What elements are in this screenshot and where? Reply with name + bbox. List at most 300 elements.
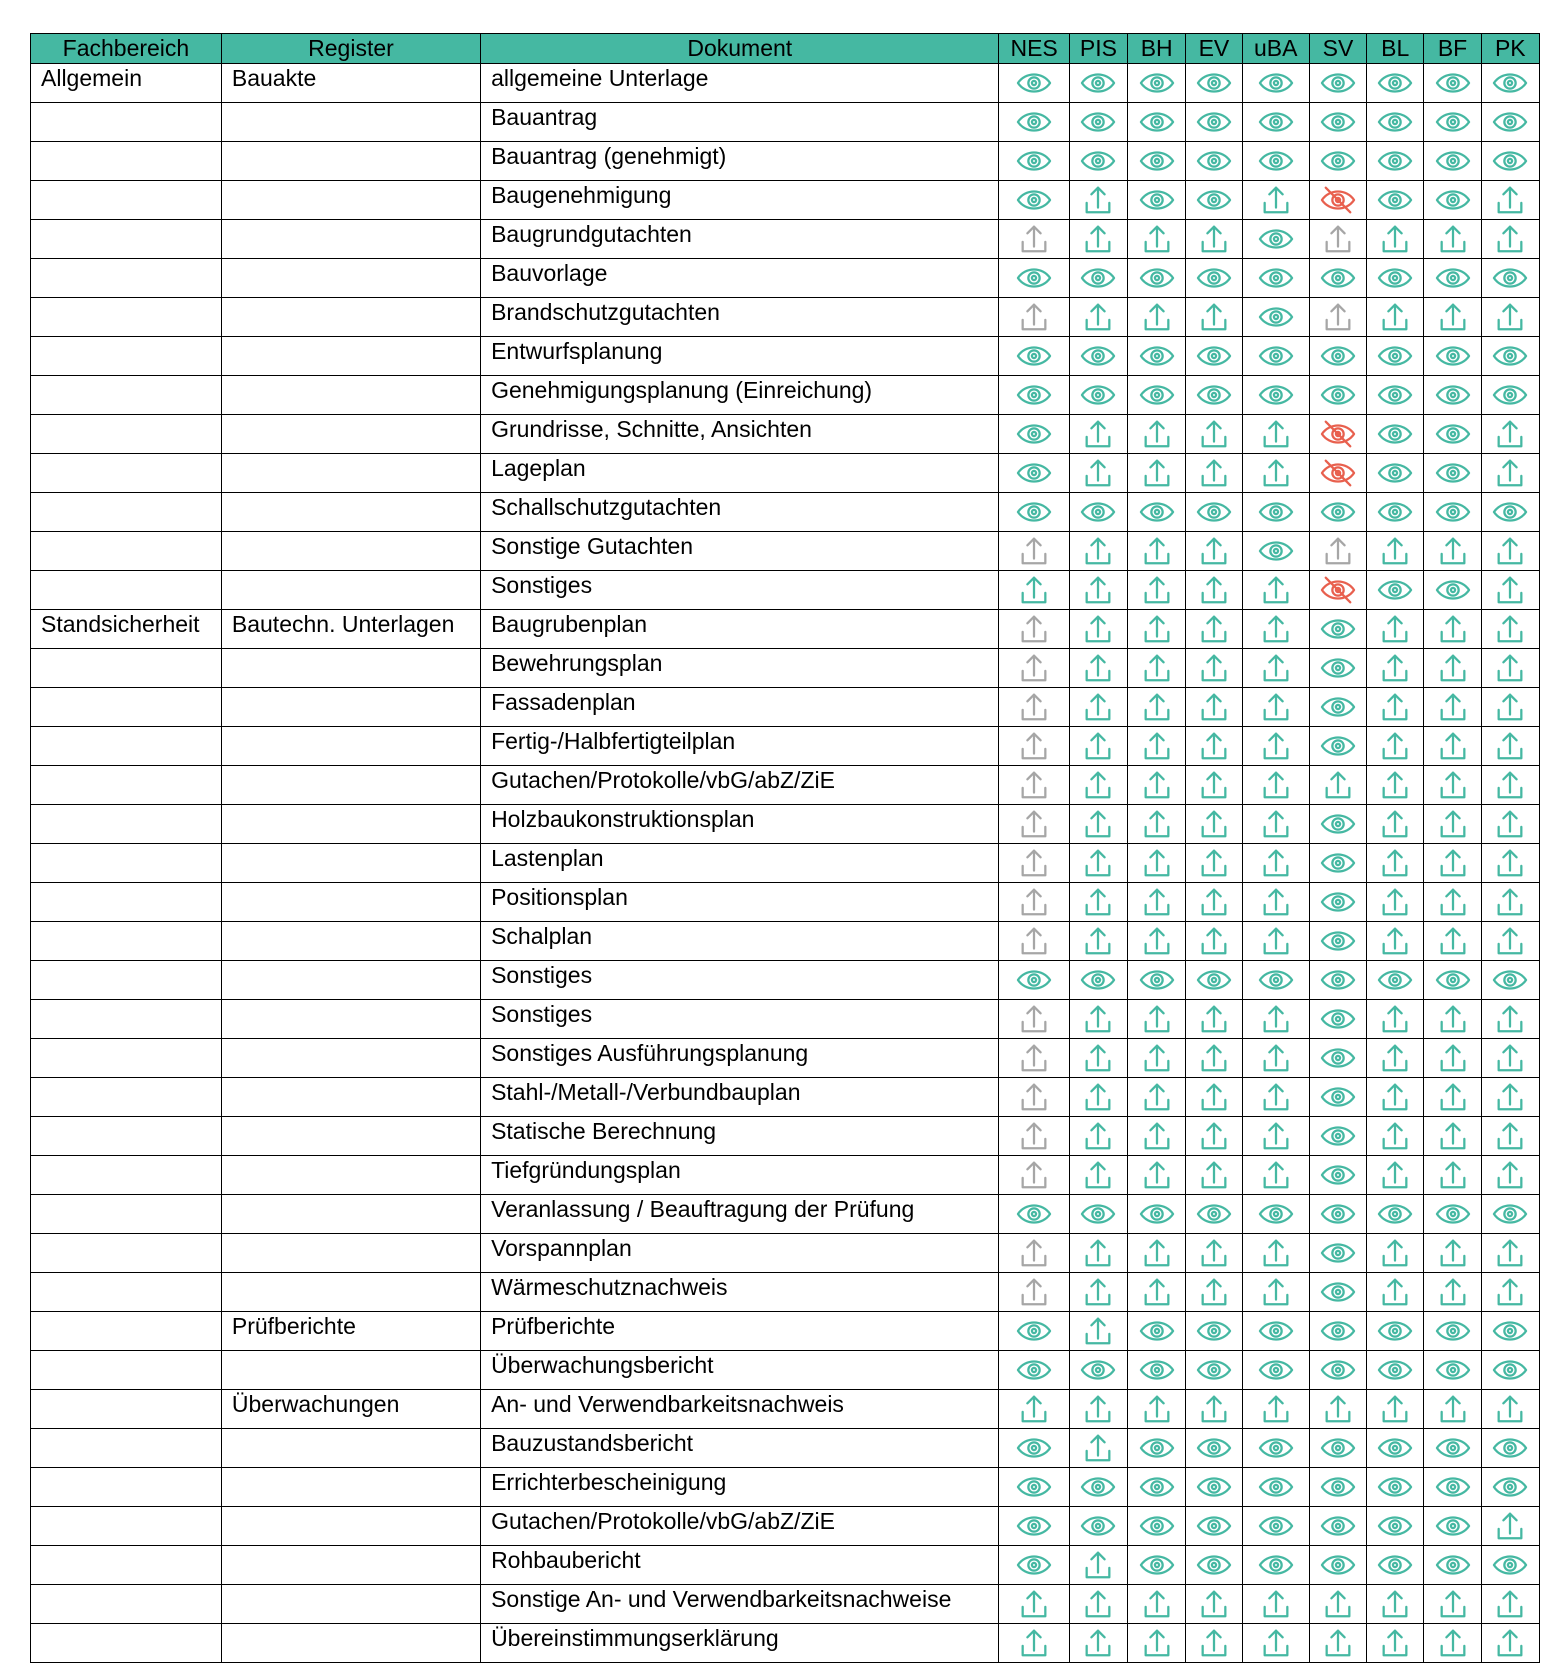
view-icon[interactable] <box>1319 1041 1357 1075</box>
permission-cell-sv[interactable] <box>1309 1195 1366 1234</box>
view-icon[interactable] <box>1257 66 1295 100</box>
permission-cell-ev[interactable] <box>1186 805 1242 844</box>
permission-cell-nes[interactable] <box>999 1156 1069 1195</box>
permission-cell-ev[interactable] <box>1186 766 1242 805</box>
permission-cell-sv[interactable] <box>1309 493 1366 532</box>
permission-cell-pis[interactable] <box>1069 1273 1127 1312</box>
permission-cell-sv[interactable] <box>1309 1234 1366 1273</box>
upload-icon[interactable] <box>1195 573 1233 607</box>
permission-cell-bh[interactable] <box>1128 1624 1186 1663</box>
view-icon[interactable] <box>1257 1548 1295 1582</box>
permission-cell-ev[interactable] <box>1186 844 1242 883</box>
view-icon[interactable] <box>1376 495 1414 529</box>
upload-icon[interactable] <box>1079 612 1117 646</box>
permission-cell-sv[interactable] <box>1309 1312 1366 1351</box>
permission-cell-uba[interactable] <box>1242 298 1309 337</box>
upload-icon[interactable] <box>1079 573 1117 607</box>
permission-cell-bf[interactable] <box>1424 1468 1481 1507</box>
permission-cell-sv[interactable] <box>1309 1429 1366 1468</box>
permission-cell-sv[interactable] <box>1309 805 1366 844</box>
permission-cell-pis[interactable] <box>1069 259 1127 298</box>
permission-cell-bl[interactable] <box>1367 532 1424 571</box>
permission-cell-nes[interactable] <box>999 376 1069 415</box>
upload-icon[interactable] <box>1079 690 1117 724</box>
upload-icon[interactable] <box>1491 456 1529 490</box>
view-icon[interactable] <box>1434 183 1472 217</box>
upload-icon[interactable] <box>1491 222 1529 256</box>
upload-icon[interactable] <box>1079 417 1117 451</box>
permission-cell-bf[interactable] <box>1424 688 1481 727</box>
permission-cell-sv[interactable] <box>1309 844 1366 883</box>
view-icon[interactable] <box>1376 378 1414 412</box>
permission-cell-bl[interactable] <box>1367 805 1424 844</box>
permission-cell-bf[interactable] <box>1424 1039 1481 1078</box>
permission-cell-pis[interactable] <box>1069 766 1127 805</box>
permission-cell-nes[interactable] <box>999 844 1069 883</box>
view-icon[interactable] <box>1434 495 1472 529</box>
permission-cell-sv[interactable] <box>1309 610 1366 649</box>
permission-cell-pk[interactable] <box>1481 1039 1539 1078</box>
upload-icon[interactable] <box>1015 924 1053 958</box>
upload-icon[interactable] <box>1015 534 1053 568</box>
permission-cell-bl[interactable] <box>1367 142 1424 181</box>
permission-cell-bl[interactable] <box>1367 415 1424 454</box>
upload-icon[interactable] <box>1015 651 1053 685</box>
view-icon[interactable] <box>1434 456 1472 490</box>
upload-icon[interactable] <box>1434 846 1472 880</box>
permission-cell-ev[interactable] <box>1186 1351 1242 1390</box>
permission-cell-uba[interactable] <box>1242 1234 1309 1273</box>
permission-cell-bh[interactable] <box>1128 1585 1186 1624</box>
permission-cell-pk[interactable] <box>1481 883 1539 922</box>
upload-icon[interactable] <box>1138 807 1176 841</box>
view-icon[interactable] <box>1195 1509 1233 1543</box>
permission-cell-pis[interactable] <box>1069 1000 1127 1039</box>
upload-icon[interactable] <box>1434 534 1472 568</box>
upload-icon[interactable] <box>1195 807 1233 841</box>
permission-cell-pis[interactable] <box>1069 142 1127 181</box>
permission-cell-uba[interactable] <box>1242 1117 1309 1156</box>
permission-cell-pk[interactable] <box>1481 1468 1539 1507</box>
upload-icon[interactable] <box>1079 1314 1117 1348</box>
permission-cell-bf[interactable] <box>1424 1078 1481 1117</box>
upload-icon[interactable] <box>1434 729 1472 763</box>
permission-cell-bf[interactable] <box>1424 1000 1481 1039</box>
upload-icon[interactable] <box>1257 1119 1295 1153</box>
permission-cell-bl[interactable] <box>1367 1312 1424 1351</box>
upload-icon[interactable] <box>1491 729 1529 763</box>
view-icon[interactable] <box>1138 66 1176 100</box>
permission-cell-bh[interactable] <box>1128 1039 1186 1078</box>
upload-icon[interactable] <box>1376 1158 1414 1192</box>
permission-cell-pk[interactable] <box>1481 1156 1539 1195</box>
upload-icon[interactable] <box>1138 1392 1176 1426</box>
upload-icon[interactable] <box>1491 1236 1529 1270</box>
upload-icon[interactable] <box>1257 1275 1295 1309</box>
permission-cell-bl[interactable] <box>1367 1234 1424 1273</box>
upload-icon[interactable] <box>1257 846 1295 880</box>
view-icon[interactable] <box>1195 1353 1233 1387</box>
upload-icon[interactable] <box>1079 1431 1117 1465</box>
permission-cell-pis[interactable] <box>1069 181 1127 220</box>
permission-cell-bf[interactable] <box>1424 1117 1481 1156</box>
upload-icon[interactable] <box>1434 612 1472 646</box>
view-icon[interactable] <box>1079 1509 1117 1543</box>
permission-cell-pis[interactable] <box>1069 649 1127 688</box>
permission-cell-ev[interactable] <box>1186 1390 1242 1429</box>
permission-cell-bh[interactable] <box>1128 1078 1186 1117</box>
view-icon[interactable] <box>1079 495 1117 529</box>
upload-icon[interactable] <box>1195 1236 1233 1270</box>
permission-cell-bh[interactable] <box>1128 1273 1186 1312</box>
upload-icon[interactable] <box>1138 1158 1176 1192</box>
permission-cell-uba[interactable] <box>1242 1273 1309 1312</box>
upload-icon[interactable] <box>1138 651 1176 685</box>
upload-icon[interactable] <box>1257 1002 1295 1036</box>
view-icon[interactable] <box>1015 1548 1053 1582</box>
permission-cell-bh[interactable] <box>1128 298 1186 337</box>
upload-icon[interactable] <box>1257 729 1295 763</box>
permission-cell-bf[interactable] <box>1424 1546 1481 1585</box>
upload-icon[interactable] <box>1195 1080 1233 1114</box>
view-icon[interactable] <box>1138 1470 1176 1504</box>
permission-cell-bh[interactable] <box>1128 1390 1186 1429</box>
permission-cell-ev[interactable] <box>1186 961 1242 1000</box>
view-icon[interactable] <box>1319 1314 1357 1348</box>
upload-icon[interactable] <box>1015 222 1053 256</box>
upload-icon[interactable] <box>1079 222 1117 256</box>
permission-cell-bh[interactable] <box>1128 1234 1186 1273</box>
permission-cell-pis[interactable] <box>1069 961 1127 1000</box>
permission-cell-bf[interactable] <box>1424 298 1481 337</box>
upload-icon[interactable] <box>1138 846 1176 880</box>
upload-icon[interactable] <box>1376 612 1414 646</box>
permission-cell-pis[interactable] <box>1069 415 1127 454</box>
view-icon[interactable] <box>1015 105 1053 139</box>
hidden-icon[interactable] <box>1319 456 1357 490</box>
view-icon[interactable] <box>1434 105 1472 139</box>
permission-cell-bl[interactable] <box>1367 1390 1424 1429</box>
view-icon[interactable] <box>1319 963 1357 997</box>
upload-icon[interactable] <box>1376 1041 1414 1075</box>
permission-cell-pis[interactable] <box>1069 727 1127 766</box>
permission-cell-uba[interactable] <box>1242 1546 1309 1585</box>
upload-icon[interactable] <box>1015 729 1053 763</box>
permission-cell-bl[interactable] <box>1367 1585 1424 1624</box>
upload-icon[interactable] <box>1195 1626 1233 1660</box>
upload-icon[interactable] <box>1015 573 1053 607</box>
permission-cell-bf[interactable] <box>1424 376 1481 415</box>
view-icon[interactable] <box>1257 378 1295 412</box>
permission-cell-uba[interactable] <box>1242 337 1309 376</box>
permission-cell-ev[interactable] <box>1186 727 1242 766</box>
view-icon[interactable] <box>1319 495 1357 529</box>
permission-cell-pk[interactable] <box>1481 493 1539 532</box>
upload-icon[interactable] <box>1015 1626 1053 1660</box>
permission-cell-ev[interactable] <box>1186 337 1242 376</box>
permission-cell-bl[interactable] <box>1367 298 1424 337</box>
permission-cell-bl[interactable] <box>1367 64 1424 103</box>
upload-icon[interactable] <box>1319 1626 1357 1660</box>
view-icon[interactable] <box>1319 729 1357 763</box>
permission-cell-bh[interactable] <box>1128 766 1186 805</box>
permission-cell-pis[interactable] <box>1069 454 1127 493</box>
permission-cell-bh[interactable] <box>1128 1351 1186 1390</box>
view-icon[interactable] <box>1079 339 1117 373</box>
upload-icon[interactable] <box>1319 534 1357 568</box>
permission-cell-bh[interactable] <box>1128 571 1186 610</box>
upload-icon[interactable] <box>1195 1587 1233 1621</box>
view-icon[interactable] <box>1491 105 1529 139</box>
upload-icon[interactable] <box>1257 1236 1295 1270</box>
view-icon[interactable] <box>1434 417 1472 451</box>
view-icon[interactable] <box>1491 66 1529 100</box>
permission-cell-uba[interactable] <box>1242 493 1309 532</box>
permission-cell-ev[interactable] <box>1186 1312 1242 1351</box>
permission-cell-bf[interactable] <box>1424 1234 1481 1273</box>
permission-cell-bh[interactable] <box>1128 1468 1186 1507</box>
permission-cell-pis[interactable] <box>1069 1468 1127 1507</box>
view-icon[interactable] <box>1195 1470 1233 1504</box>
view-icon[interactable] <box>1257 1509 1295 1543</box>
permission-cell-sv[interactable] <box>1309 1117 1366 1156</box>
permission-cell-bl[interactable] <box>1367 259 1424 298</box>
view-icon[interactable] <box>1257 105 1295 139</box>
permission-cell-uba[interactable] <box>1242 688 1309 727</box>
permission-cell-sv[interactable] <box>1309 337 1366 376</box>
upload-icon[interactable] <box>1491 846 1529 880</box>
upload-icon[interactable] <box>1257 651 1295 685</box>
permission-cell-bh[interactable] <box>1128 1507 1186 1546</box>
upload-icon[interactable] <box>1257 1587 1295 1621</box>
permission-cell-bf[interactable] <box>1424 454 1481 493</box>
permission-cell-bf[interactable] <box>1424 337 1481 376</box>
permission-cell-ev[interactable] <box>1186 1585 1242 1624</box>
permission-cell-sv[interactable] <box>1309 1156 1366 1195</box>
permission-cell-bh[interactable] <box>1128 64 1186 103</box>
view-icon[interactable] <box>1491 1548 1529 1582</box>
permission-cell-bf[interactable] <box>1424 1507 1481 1546</box>
permission-cell-pis[interactable] <box>1069 376 1127 415</box>
view-icon[interactable] <box>1257 339 1295 373</box>
upload-icon[interactable] <box>1195 612 1233 646</box>
view-icon[interactable] <box>1079 1197 1117 1231</box>
view-icon[interactable] <box>1257 1353 1295 1387</box>
permission-cell-bl[interactable] <box>1367 1273 1424 1312</box>
view-icon[interactable] <box>1319 1158 1357 1192</box>
permission-cell-sv[interactable] <box>1309 922 1366 961</box>
view-icon[interactable] <box>1376 417 1414 451</box>
permission-cell-sv[interactable] <box>1309 766 1366 805</box>
upload-icon[interactable] <box>1434 300 1472 334</box>
upload-icon[interactable] <box>1491 807 1529 841</box>
permission-cell-ev[interactable] <box>1186 922 1242 961</box>
permission-cell-ev[interactable] <box>1186 493 1242 532</box>
permission-cell-bl[interactable] <box>1367 610 1424 649</box>
permission-cell-pk[interactable] <box>1481 1390 1539 1429</box>
permission-cell-nes[interactable] <box>999 1195 1069 1234</box>
view-icon[interactable] <box>1319 885 1357 919</box>
upload-icon[interactable] <box>1257 1626 1295 1660</box>
view-icon[interactable] <box>1434 1353 1472 1387</box>
upload-icon[interactable] <box>1491 1041 1529 1075</box>
view-icon[interactable] <box>1491 963 1529 997</box>
upload-icon[interactable] <box>1434 1158 1472 1192</box>
upload-icon[interactable] <box>1257 690 1295 724</box>
upload-icon[interactable] <box>1079 534 1117 568</box>
permission-cell-pk[interactable] <box>1481 922 1539 961</box>
upload-icon[interactable] <box>1015 1119 1053 1153</box>
upload-icon[interactable] <box>1319 768 1357 802</box>
view-icon[interactable] <box>1319 612 1357 646</box>
upload-icon[interactable] <box>1257 924 1295 958</box>
permission-cell-nes[interactable] <box>999 571 1069 610</box>
permission-cell-bh[interactable] <box>1128 922 1186 961</box>
permission-cell-pis[interactable] <box>1069 532 1127 571</box>
view-icon[interactable] <box>1195 105 1233 139</box>
upload-icon[interactable] <box>1376 807 1414 841</box>
permission-cell-pk[interactable] <box>1481 64 1539 103</box>
permission-cell-uba[interactable] <box>1242 1390 1309 1429</box>
permission-cell-uba[interactable] <box>1242 1195 1309 1234</box>
upload-icon[interactable] <box>1376 651 1414 685</box>
permission-cell-sv[interactable] <box>1309 532 1366 571</box>
view-icon[interactable] <box>1195 66 1233 100</box>
upload-icon[interactable] <box>1079 300 1117 334</box>
permission-cell-pk[interactable] <box>1481 805 1539 844</box>
permission-cell-pis[interactable] <box>1069 1351 1127 1390</box>
permission-cell-nes[interactable] <box>999 1507 1069 1546</box>
upload-icon[interactable] <box>1079 651 1117 685</box>
permission-cell-ev[interactable] <box>1186 649 1242 688</box>
upload-icon[interactable] <box>1138 573 1176 607</box>
view-icon[interactable] <box>1195 1197 1233 1231</box>
permission-cell-bh[interactable] <box>1128 1117 1186 1156</box>
view-icon[interactable] <box>1319 144 1357 178</box>
permission-cell-ev[interactable] <box>1186 883 1242 922</box>
upload-icon[interactable] <box>1434 1626 1472 1660</box>
upload-icon[interactable] <box>1434 807 1472 841</box>
view-icon[interactable] <box>1138 261 1176 295</box>
permission-cell-pis[interactable] <box>1069 1312 1127 1351</box>
upload-icon[interactable] <box>1491 612 1529 646</box>
upload-icon[interactable] <box>1376 300 1414 334</box>
view-icon[interactable] <box>1138 1509 1176 1543</box>
upload-icon[interactable] <box>1195 1119 1233 1153</box>
upload-icon[interactable] <box>1015 846 1053 880</box>
view-icon[interactable] <box>1015 1353 1053 1387</box>
permission-cell-uba[interactable] <box>1242 103 1309 142</box>
permission-cell-ev[interactable] <box>1186 142 1242 181</box>
view-icon[interactable] <box>1195 963 1233 997</box>
permission-cell-uba[interactable] <box>1242 259 1309 298</box>
upload-icon[interactable] <box>1376 1626 1414 1660</box>
upload-icon[interactable] <box>1491 300 1529 334</box>
view-icon[interactable] <box>1491 339 1529 373</box>
view-icon[interactable] <box>1434 1431 1472 1465</box>
view-icon[interactable] <box>1138 1548 1176 1582</box>
permission-cell-pis[interactable] <box>1069 688 1127 727</box>
permission-cell-bf[interactable] <box>1424 844 1481 883</box>
view-icon[interactable] <box>1434 573 1472 607</box>
permission-cell-pk[interactable] <box>1481 1312 1539 1351</box>
permission-cell-uba[interactable] <box>1242 727 1309 766</box>
permission-cell-pk[interactable] <box>1481 1624 1539 1663</box>
upload-icon[interactable] <box>1319 222 1357 256</box>
upload-icon[interactable] <box>1015 1275 1053 1309</box>
permission-cell-sv[interactable] <box>1309 1000 1366 1039</box>
permission-cell-bf[interactable] <box>1424 1585 1481 1624</box>
permission-cell-uba[interactable] <box>1242 805 1309 844</box>
permission-cell-sv[interactable] <box>1309 1624 1366 1663</box>
permission-cell-pk[interactable] <box>1481 1429 1539 1468</box>
permission-cell-bh[interactable] <box>1128 532 1186 571</box>
permission-cell-sv[interactable] <box>1309 1507 1366 1546</box>
upload-icon[interactable] <box>1015 1587 1053 1621</box>
permission-cell-bh[interactable] <box>1128 805 1186 844</box>
upload-icon[interactable] <box>1015 885 1053 919</box>
upload-icon[interactable] <box>1138 1080 1176 1114</box>
hidden-icon[interactable] <box>1319 573 1357 607</box>
permission-cell-pk[interactable] <box>1481 337 1539 376</box>
upload-icon[interactable] <box>1434 1236 1472 1270</box>
view-icon[interactable] <box>1319 1197 1357 1231</box>
permission-cell-pk[interactable] <box>1481 727 1539 766</box>
permission-cell-ev[interactable] <box>1186 1273 1242 1312</box>
permission-cell-bl[interactable] <box>1367 727 1424 766</box>
permission-cell-pis[interactable] <box>1069 1078 1127 1117</box>
permission-cell-bh[interactable] <box>1128 1429 1186 1468</box>
view-icon[interactable] <box>1257 261 1295 295</box>
permission-cell-bf[interactable] <box>1424 493 1481 532</box>
permission-cell-pis[interactable] <box>1069 337 1127 376</box>
upload-icon[interactable] <box>1138 1041 1176 1075</box>
upload-icon[interactable] <box>1491 183 1529 217</box>
upload-icon[interactable] <box>1195 300 1233 334</box>
permission-cell-ev[interactable] <box>1186 181 1242 220</box>
permission-cell-pk[interactable] <box>1481 532 1539 571</box>
view-icon[interactable] <box>1015 963 1053 997</box>
permission-cell-nes[interactable] <box>999 415 1069 454</box>
upload-icon[interactable] <box>1491 1119 1529 1153</box>
upload-icon[interactable] <box>1434 690 1472 724</box>
permission-cell-bh[interactable] <box>1128 727 1186 766</box>
permission-cell-pk[interactable] <box>1481 610 1539 649</box>
permission-cell-uba[interactable] <box>1242 649 1309 688</box>
upload-icon[interactable] <box>1376 885 1414 919</box>
upload-icon[interactable] <box>1079 1626 1117 1660</box>
view-icon[interactable] <box>1138 183 1176 217</box>
view-icon[interactable] <box>1491 495 1529 529</box>
upload-icon[interactable] <box>1195 456 1233 490</box>
permission-cell-ev[interactable] <box>1186 1195 1242 1234</box>
permission-cell-pk[interactable] <box>1481 571 1539 610</box>
permission-cell-nes[interactable] <box>999 883 1069 922</box>
permission-cell-sv[interactable] <box>1309 454 1366 493</box>
permission-cell-sv[interactable] <box>1309 1585 1366 1624</box>
permission-cell-ev[interactable] <box>1186 298 1242 337</box>
permission-cell-sv[interactable] <box>1309 1273 1366 1312</box>
permission-cell-nes[interactable] <box>999 142 1069 181</box>
view-icon[interactable] <box>1319 378 1357 412</box>
upload-icon[interactable] <box>1257 183 1295 217</box>
view-icon[interactable] <box>1376 1314 1414 1348</box>
permission-cell-bl[interactable] <box>1367 1117 1424 1156</box>
view-icon[interactable] <box>1491 144 1529 178</box>
view-icon[interactable] <box>1319 105 1357 139</box>
permission-cell-bl[interactable] <box>1367 1546 1424 1585</box>
view-icon[interactable] <box>1376 456 1414 490</box>
